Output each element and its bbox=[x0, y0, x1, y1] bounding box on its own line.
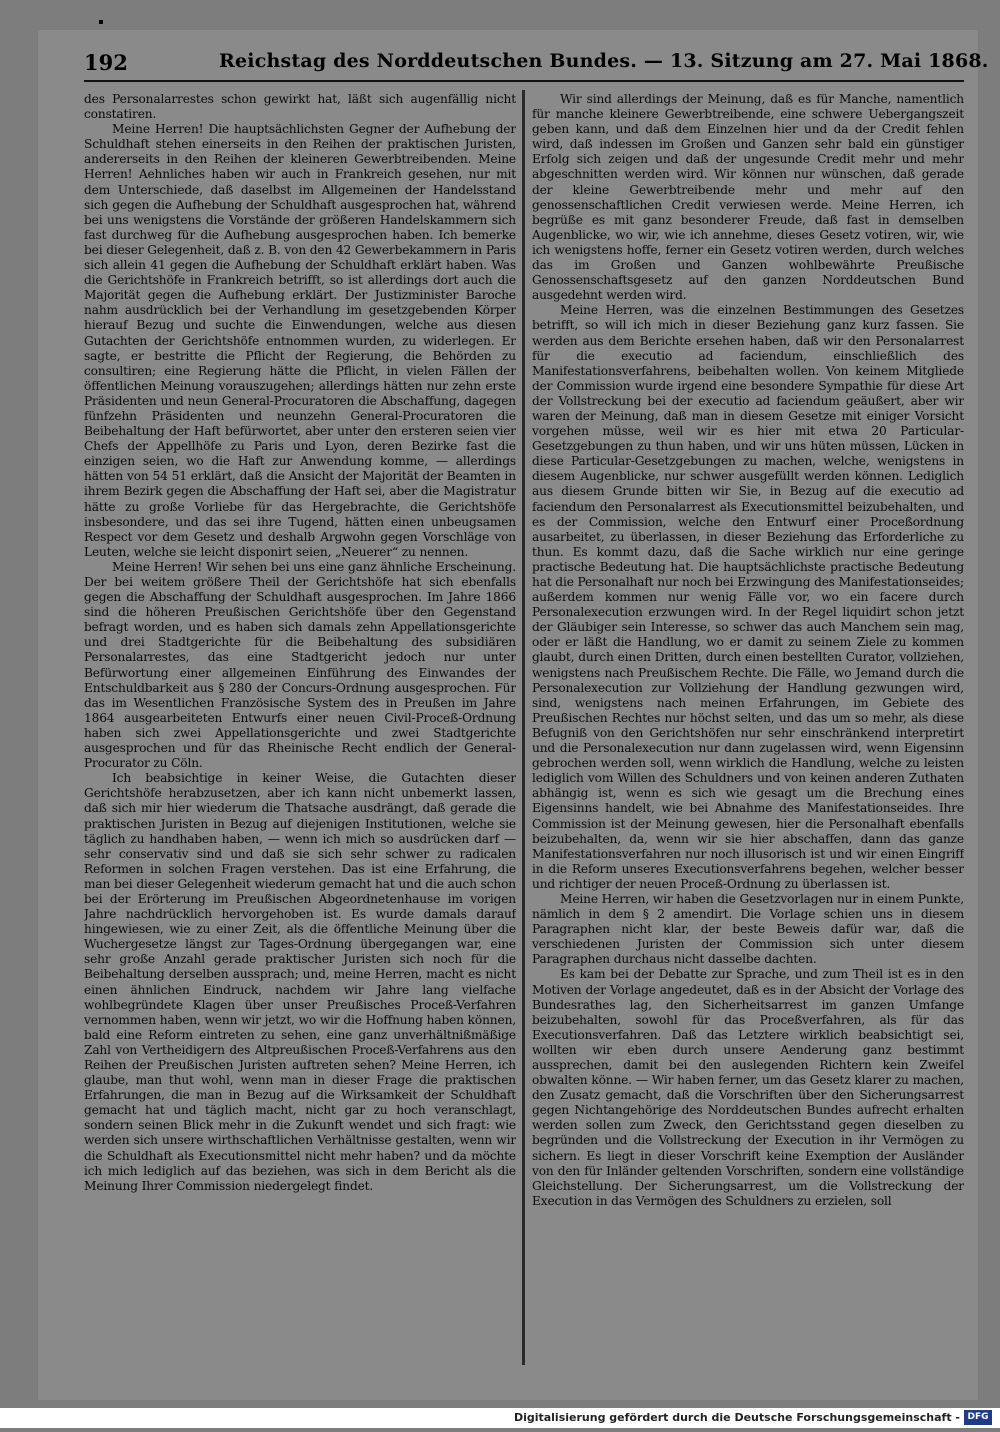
footer-credit: Digitalisierung gefördert durch die Deutsche Forschungsgemeinschaft - bbox=[513, 1411, 960, 1424]
paragraph: Wir sind allerdings der Meinung, daß es für Manche, namentlich für manche kleinere Gewerbtreibende, eine schwere Uebergangszeit geben kann, und daß dem Einzelnen hier und da der Credit fehlen wird, daß indessen im Großen und Ganzen sehr bald ein günstiger Erfolg sich zeigen und daß der ungesunde Credit mehr und mehr abgeschnitten werden wird. Wir können nur wünschen, daß gerade der kleine Gewerbtreibende mehr und mehr auf den genossenschaftlichen Credit verwiesen werde. Meine Herren, ich begrüße es mit ganz besonderer Freude, daß fast in demselben Augenblicke, wo wir, wie ich annehme, dieses Gesetz votiren, wir, wie ich wenigstens hoffe, ferner ein Gesetz votiren werden, durch welches das im Großen und Ganzen wohlbewährte Preußische Genossenschaftsgesetz auf den ganzen Norddeutschen Bund ausgedehnt werden wird. bbox=[532, 92, 964, 303]
paragraph: Es kam bei der Debatte zur Sprache, und zum Theil ist es in den Motiven der Vorlage angedeutet, daß es in der Absicht der Vorlage des Bundesrathes lag, den Sicherheitsarrest im ganzen Umfange beizubehalten, sowohl für das Proceßverfahren, als für das Executionsverfahren. Daß das Letztere wirklich beabsichtigt sei, wollten wir eben durch unsere Aenderung ganz bestimmt aussprechen, damit bei den auslegenden Richtern kein Zweifel obwalten könne. — Wir haben ferner, um das Gesetz klarer zu machen, den Zusatz gemacht, daß die Vorschriften über den Sicherungsarrest gegen Nichtangehörige des Norddeutschen Bundes aufrecht erhalten werden sollen zum Zweck, den Gerichtsstand gegen dieselben zu begründen und die Vollstreckung der Execution in ihr Vermögen zu sichern. Es liegt in dieser Vorschrift keine Exemption der Ausländer von den für Inländer geltenden Vorschriften, sondern eine vollständige Gleichstellung. Der Sicherungsarrest, um die Vollstreckung der Execution in das Vermögen des Schuldners zu erzielen, soll bbox=[532, 967, 964, 1208]
paragraph: Meine Herren! Die hauptsächlichsten Gegner der Aufhebung der Schuldhaft stehen einerseits in den Reihen der praktischen Juristen, andererseits in den Reihen der kleineren Gewerbtreibenden. Meine Herren! Aehnliches haben wir auch in Frankreich gesehen, nur mit dem Unterschiede, daß daselbst im Allgemeinen der Handelsstand sich gegen die Aufhebung der Schuldhaft ausgesprochen hat, während bei uns wenigstens die Vorstände der größeren Handelskammern sich fast durchweg für die Aufhebung ausgesprochen haben. Ich bemerke bei dieser Gelegenheit, daß z. B. von den 42 Gewerbekammern in Paris sich allein 41 gegen die Aufhebung der Schuldhaft erklärt haben. Was die Gerichtshöfe in Frankreich betrifft, so ist allerdings dort auch die Majorität gegen die Aufhebung erklärt. Der Justizminister Baroche nahm ausdrücklich bei der Verhandlung im gesetzgebenden Körper hierauf Bezug und suchte die Einwendungen, welche aus diesen Gutachten der Gerichtshöfe entnommen wurden, zu widerlegen. Er sagte, er bestritte die Pflicht der Regierung, die Behörden zu consultiren; eine Regierung hätte die Pflicht, in vielen Fällen der öffentlichen Meinung vorauszugehen; allerdings hätten nur zehn erste Präsidenten und neun General-Procuratoren die Abschaffung, dagegen fünfzehn Präsidenten und neunzehn General-Procuratoren die Beibehaltung der Haft befürwortet, aber unter den ersteren seien vier Chefs der Appellhöfe zu Paris und Lyon, deren Bezirke fast die einzigen seien, wo die Haft zur Anwendung komme, — allerdings hätten von 54 51 erklärt, daß die Ansicht der Majorität der Beamten in ihrem Bezirk gegen die Abschaffung der Haft sei, aber die Magistratur hätte zu große Vorliebe für das Hergebrachte, die Gerichtshöfe insbesondere, und das sei ihre Tugend, hätten einen unbeugsamen Respect vor dem Gesetz und deshalb Argwohn gegen Vorschläge von Leuten, welche sie leicht disponirt seien, „Neuerer“ zu nennen. bbox=[84, 122, 516, 559]
page-header bbox=[84, 50, 989, 78]
paragraph: Meine Herren, wir haben die Gesetzvorlagen nur in einem Punkte, nämlich in dem § 2 amendirt. Die Vorlage schien uns in diesem Paragraphen nicht klar, der beste Beweis dafür war, daß die verschiedenen Juristen der Commission sich unter diesem Paragraphen durchaus nicht dasselbe dachten. bbox=[532, 891, 964, 967]
right-column bbox=[532, 92, 964, 1382]
column-divider bbox=[522, 90, 525, 1365]
margin-mark bbox=[99, 20, 103, 24]
running-title: Reichstag des Norddeutschen Bundes. — 13. Sitzung am 27. Mai 1868. bbox=[219, 50, 989, 72]
paragraph: des Personalarrestes schon gewirkt hat, läßt sich augenfällig nicht constatiren. bbox=[84, 92, 516, 122]
footer bbox=[0, 1408, 1000, 1428]
paragraph: Ich beabsichtige in keiner Weise, die Gutachten dieser Gerichtshöfe herabzusetzen, aber ich kann nicht unbemerkt lassen, daß sich mir hier wiederum die Thatsache ausdrängt, daß gerade die praktischen Juristen in Bezug auf diejenigen Institutionen, welche sie täglich zu handhaben haben, — wenn ich mich so ausdrücken darf — sehr conservativ sind und daß sie sich sehr schwer zu radicalen Reformen in solchen Fragen verstehen. Das ist eine Erfahrung, die man bei dieser Gelegenheit wiederum gemacht hat und die auch schon bei der Erörterung im Preußischen Abgeordnetenhause im vorigen Jahre nachdrücklich hervorgehoben ist. Es wurde damals darauf hingewiesen, wie zu einer Zeit, als die öffentliche Meinung über die Wuchergesetze längst zur Tages-Ordnung übergegangen war, eine sehr große Anzahl gerade praktischer Juristen sich noch für die Beibehaltung derselben aussprach; und, meine Herren, macht es nicht einen ähnlichen Eindruck, nachdem wir Jahre lang vielfache wohlbegründete Klagen über unser Preußisches Proceß-Verfahren vernommen haben, wenn wir jetzt, wo wir die Hoffnung haben können, bald eine Reform eintreten zu sehen, eine ganz unverhältnißmäßige Zahl von Vertheidigern des Altpreußischen Proceß-Verfahrens aus den Reihen der Preußischen Juristen auftreten sehen? Meine Herren, ich glaube, man thut wohl, wenn man in dieser Frage die praktischen Erfahrungen, die man in Bezug auf die Wirksamkeit der Schuldhaft gemacht hat und täglich macht, nicht gar zu hoch veranschlagt, sondern seinen Blick mehr in die Zukunft wendet und sich fragt: wie werden sich unsere wirthschaftlichen Verhältnisse gestalten, wenn wir die Schuldhaft als Executionsmittel nicht mehr haben? und da möchte ich mich lediglich auf das beziehen, was sich in dem Bericht als die Meinung Ihrer Commission niedergelegt findet. bbox=[84, 771, 516, 1193]
paragraph: Meine Herren! Wir sehen bei uns eine ganz ähnliche Erscheinung. Der bei weitem größere Theil der Gerichtshöfe hat sich ebenfalls gegen die Abschaffung der Schuldhaft ausgesprochen. Im Jahre 1866 sind die höheren Preußischen Gerichtshöfe über den Gegenstand befragt worden, und es haben sich damals zehn Appellationsgerichte und drei Stadtgerichte für die Beibehaltung des subsidiären Personalarrestes, das eine Stadtgericht jedoch nur unter Befürwortung einer allgemeinen Einführung des Einwandes der Entschuldbarkeit aus § 280 der Concurs-Ordnung ausgesprochen. Für das im Wesentlichen Französische System des in Preußen im Jahre 1864 ausgearbeiteten Entwurfs einer neuen Civil-Proceß-Ordnung haben sich zwei Appellationsgerichte und zwei Stadtgerichte ausgesprochen und für das Rheinische Recht endlich der General-Procurator zu Cöln. bbox=[84, 559, 516, 771]
page-number: 192 bbox=[84, 50, 128, 75]
dfg-logo: DFG bbox=[964, 1410, 992, 1425]
header-rule bbox=[84, 80, 964, 82]
left-column bbox=[84, 92, 516, 1382]
paragraph: Meine Herren, was die einzelnen Bestimmungen des Gesetzes betrifft, so will ich mich in dieser Beziehung ganz kurz fassen. Sie werden aus dem Berichte ersehen haben, daß wir den Personalarrest für die executio ad faciendum, einschließlich des Manifestationsverfahrens, beibehalten wollen. Von keinem Mitgliede der Commission wurde irgend eine besondere Sympathie für diese Art der Vollstreckung bei der executio ad faciendum geäußert, aber wir waren der Meinung, daß man in diesem Gesetze mit einiger Vorsicht vorgehen müsse, weil wir es hier mit etwa 20 Particular-Gesetzgebungen zu thun haben, und wir uns hüten müssen, Lücken in diese Particular-Gesetzgebungen zu machen, welche, wenigstens in diesem Augenblicke, nur schwer ausgefüllt werden können. Lediglich aus diesem Grunde bitten wir Sie, in Bezug auf die executio ad faciendum den Personalarrest als Executionsmittel beizubehalten, und es der Commission, welche den Entwurf einer Proceßordnung ausarbeitet, zu überlassen, in dieser Beziehung das Erforderliche zu thun. Es kommt dazu, daß die Sache wirklich nur eine geringe practische Bedeutung hat. Die hauptsächlichste practische Bedeutung hat die Personalhaft nur noch bei Erzwingung des Manifestationseides; außerdem kommen nur wenig Fälle vor, wo ein facere durch Personalexecution erzwungen wird. In der Regel liquidirt schon jetzt der Gläubiger sein Interesse, so schwer das auch Manchem sein mag, oder er läßt die Handlung, wo er damit zu seinem Ziele zu kommen glaubt, durch einen Dritten, durch einen bestellten Curator, vollziehen, wenigstens nach Preußischem Rechte. Die Fälle, wo Jemand durch die Personalexecution zur Vollziehung der Handlung gezwungen wird, sind, wenigstens nach meinen Erfahrungen, im Gebiete des Preußischen Rechtes nur höchst selten, und das um so mehr, als diese Befugniß von den Gerichtshöfen nur sehr einschränkend interpretirt und die Personalexecution nur dann zugelassen wird, wenn Eigensinn gebrochen werden soll, wenn wirklich die Handlung, welche zu leisten lediglich vom Willen des Schuldners und von keinen anderen Zuthaten abhängig ist, wenn es sich wie gesagt um die Brechung eines Eigensinns handelt, wie bei Abnahme des Manifestationseides. Ihre Commission ist der Meinung gewesen, hier die Personalhaft ebenfalls beizubehalten, da, wenn wir sie hier abschaffen, dann das ganze Manifestationsverfahren nur noch illusorisch ist und wir einen Eingriff in die Reform unseres Executionsverfahrens begehen, welcher besser und richtiger der neuen Proceß-Ordnung zu überlassen ist. bbox=[532, 303, 964, 891]
